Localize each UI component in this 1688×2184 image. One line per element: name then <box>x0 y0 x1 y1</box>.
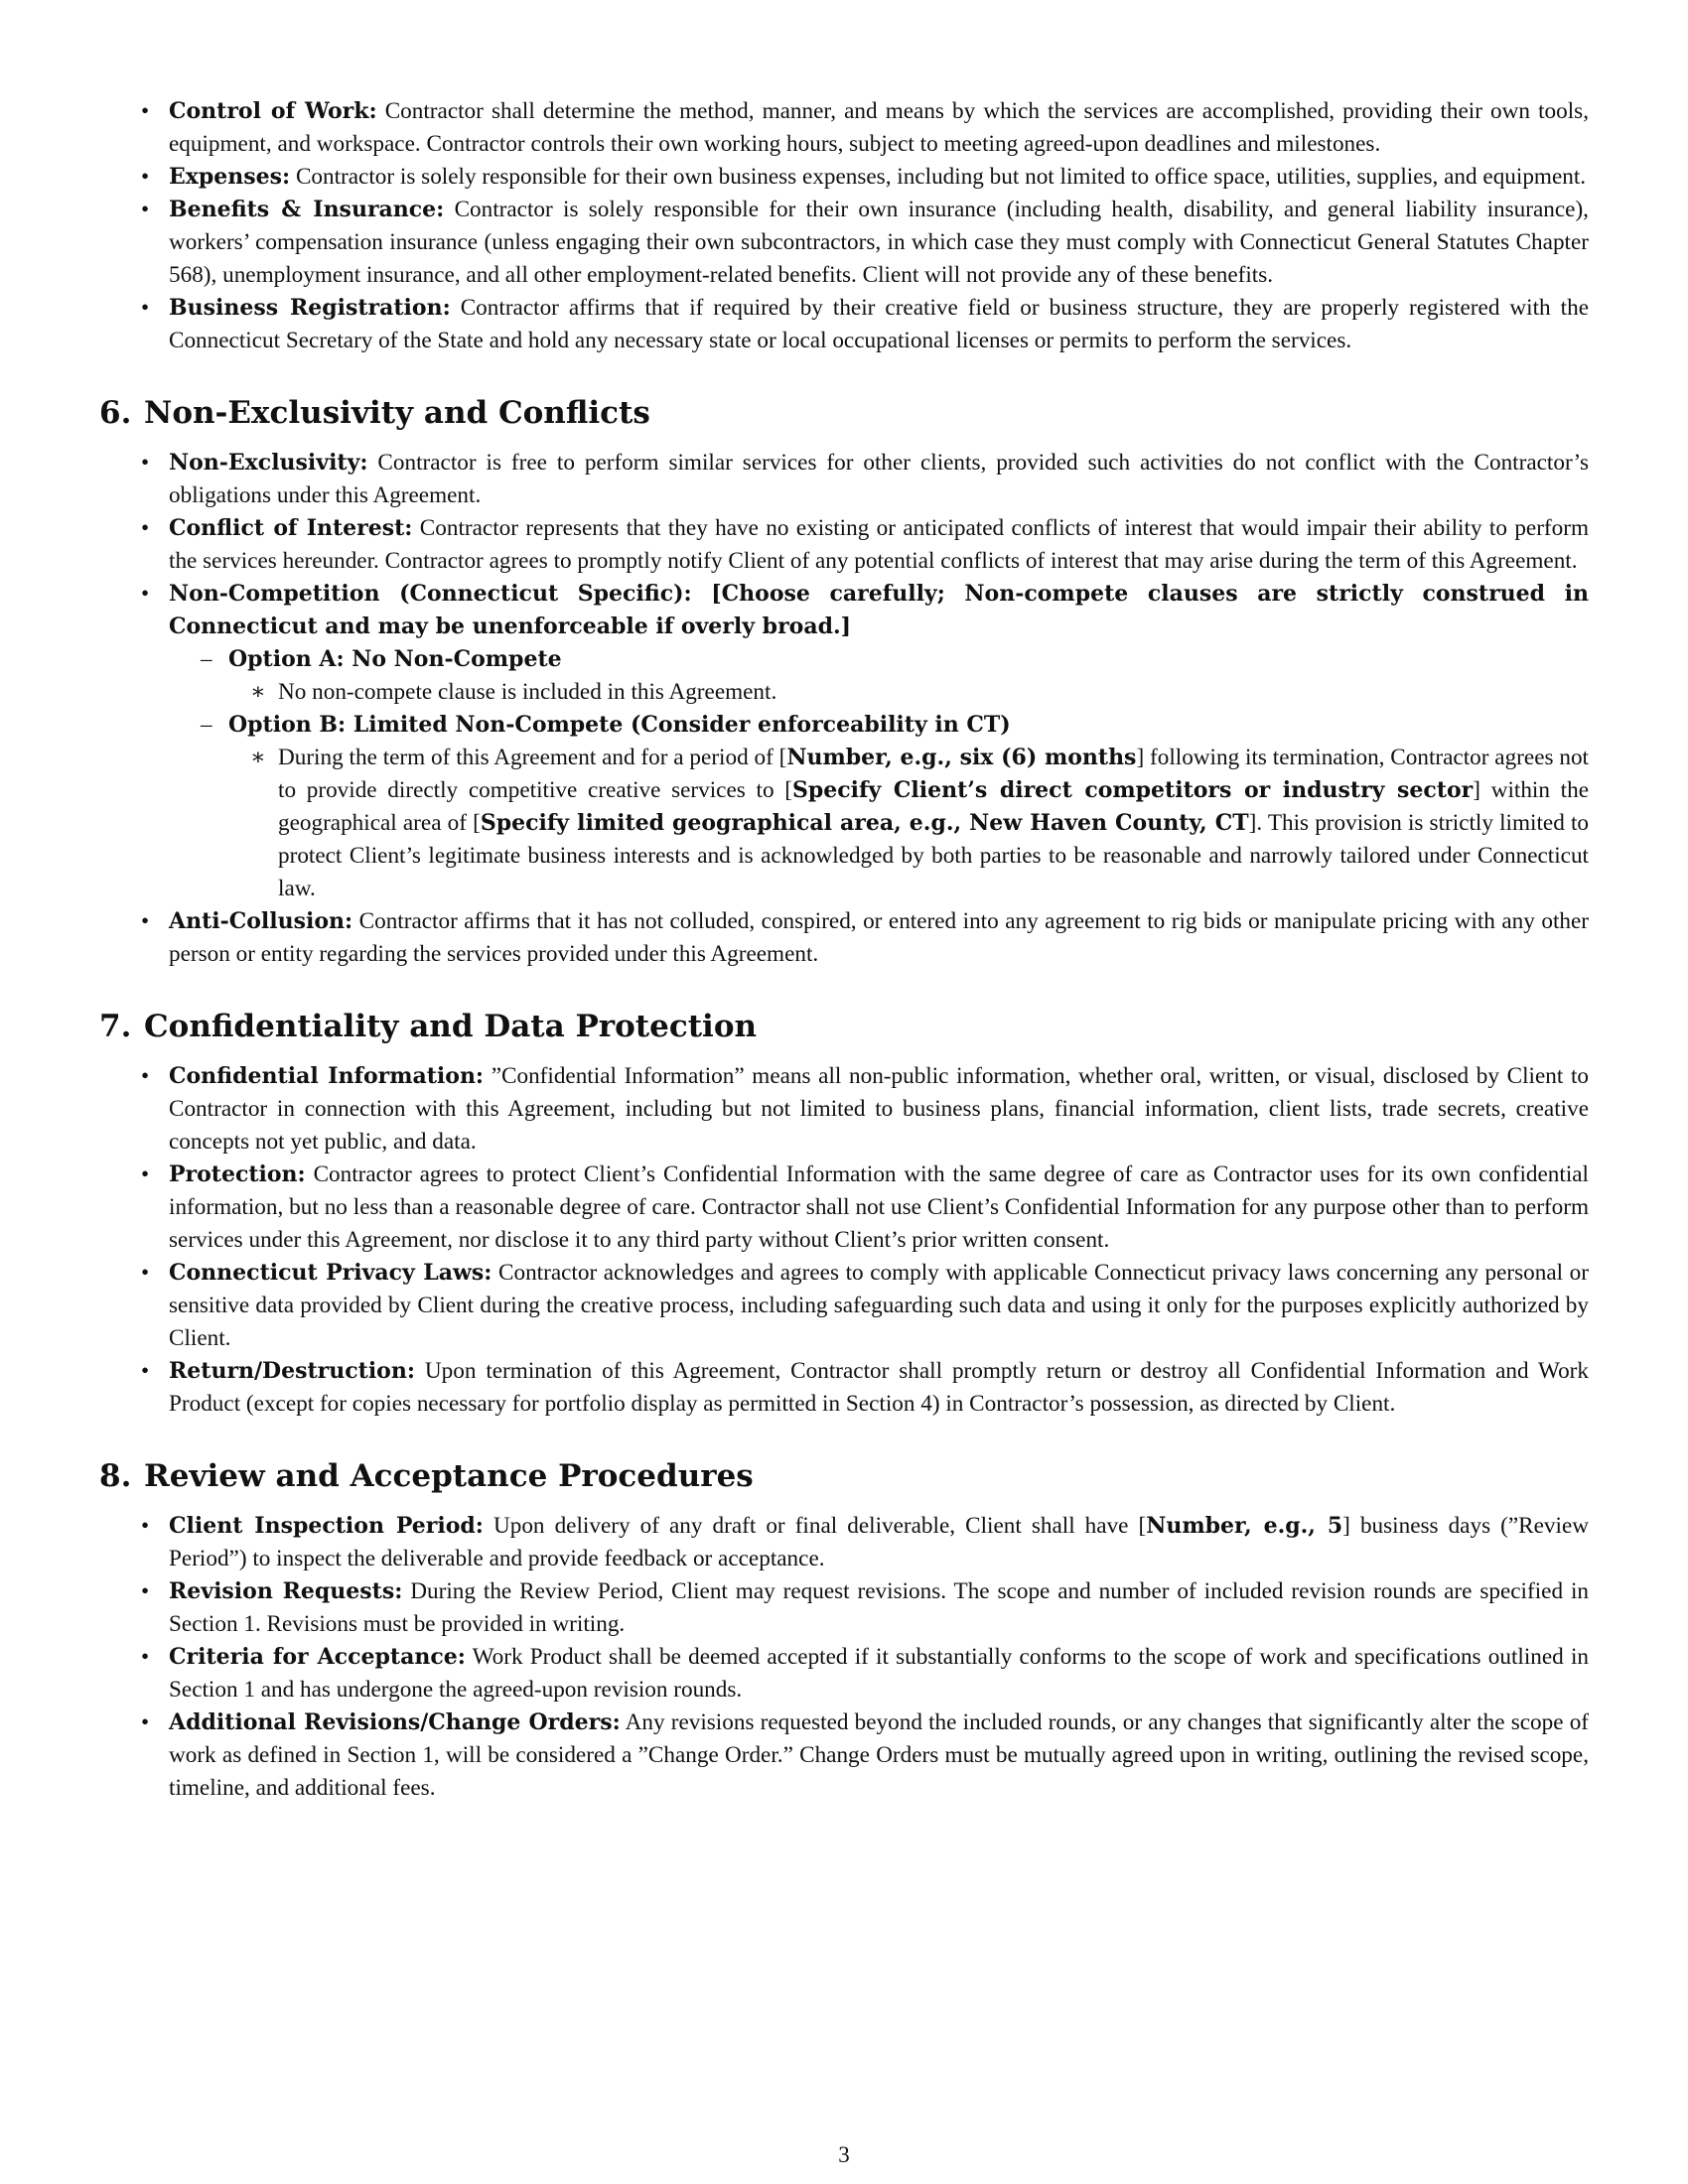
list-item-noncompete: • Non-Competition (Connecticut Specific): [Choose carefully; Non-compete clauses are strictly construed in Connecticut and may be unenforceable if overly broad.] – Option A: No Non-Compete ∗ No non-compete clause is included in this Agreement. – Option B: Limited Non-Compete (Consider enforceability in CT) ∗ During the term of this Agreement and for a period of [Number, e.g., six (6) months] following its termination, Contractor agrees not to provide directly competitive creative services to [Specify Client’s direct competitors or industry sector] within the geographical area of [Specify limited geographical area, e.g., New Haven County, CT]. This provision is strictly limited to protect Client’s legitimate business interests and is acknowledged by both parties to be reasonable and narrowly tailored under Connecticut law. <box>169 578 1589 905</box>
section7-list <box>99 1060 1589 1421</box>
list-item: • Protection: Contractor agrees to protect Client’s Confidential Information with the same degree of care as Contractor uses for its own confidential information, but no less than a reasonable degree of care. Contractor shall not use Client’s Confidential Information for any purpose other than to perform services under this Agreement, nor disclose it to any third party without Client’s prior written consent. <box>169 1159 1589 1257</box>
section-heading-7: 7. Confidentiality and Data Protection <box>99 1009 758 1044</box>
list-item: • Confidential Information: ”Confidential Information” means all non-public information, whether oral, written, or visual, disclosed by Client to Contractor in connection with this Agreement, including but not limited to business plans, financial information, client lists, trade secrets, creative concepts not yet public, and data. <box>169 1060 1589 1159</box>
list-item: • Expenses: Contractor is solely responsible for their own business expenses, including but not limited to office space, utilities, supplies, and equipment. <box>169 161 1589 194</box>
list-item: • Connecticut Privacy Laws: Contractor acknowledges and agrees to comply with applicable Connecticut privacy laws concerning any personal or sensitive data provided by Client during the creative process, including safeguarding such data and using it only for the purposes explicitly authorized by Client. <box>169 1257 1589 1355</box>
list-item: • Criteria for Acceptance: Work Product shall be deemed accepted if it substantially conforms to the scope of work and specifications outlined in Section 1 and has undergone the agreed-upon revision rounds. <box>169 1641 1589 1706</box>
list-item: • Business Registration: Contractor affirms that if required by their creative field or business structure, they are properly registered with the Connecticut Secretary of the State and hold any necessary state or local occupational licenses or permits to perform the services. <box>169 292 1589 357</box>
list-item: • Anti-Collusion: Contractor affirms that it has not colluded, conspired, or entered into any agreement to rig bids or manipulate pricing with any other person or entity regarding the services provided under this Agreement. <box>169 905 1589 971</box>
list-item: • Additional Revisions/Change Orders: Any revisions requested beyond the included rounds, or any changes that significantly alter the scope of work as defined in Section 1, will be considered a ”Change Order.” Change Orders must be mutually agreed upon in writing, outlining the revised scope, timeline, and additional fees. <box>169 1706 1589 1805</box>
option-b: – Option B: Limited Non-Compete (Consider enforceability in CT) ∗ During the term of this Agreement and for a period of [Number, e.g., six (6) months] following its termination, Contractor agrees not to provide directly competitive creative services to [Specify Client’s direct competitors or industry sector] within the geographical area of [Specify limited geographical area, e.g., New Haven County, CT]. This provision is strictly limited to protect Client’s legitimate business interests and is acknowledged by both parties to be reasonable and narrowly tailored under Connecticut law. <box>228 709 1589 905</box>
section8-list <box>99 1510 1589 1805</box>
option-b-text: ∗ During the term of this Agreement and for a period of [Number, e.g., six (6) months] following its termination, Contractor agrees not to provide directly competitive creative services to [Specify Client’s direct competitors or industry sector] within the geographical area of [Specify limited geographical area, e.g., New Haven County, CT]. This provision is strictly limited to protect Client’s legitimate business interests and is acknowledged by both parties to be reasonable and narrowly tailored under Connecticut law. <box>278 742 1589 905</box>
section-heading-8: 8. Review and Acceptance Procedures <box>99 1458 754 1494</box>
option-a-text: ∗ No non-compete clause is included in this Agreement. <box>278 676 1589 709</box>
list-item: • Revision Requests: During the Review Period, Client may request revisions. The scope and number of included revision rounds are specified in Section 1. Revisions must be provided in writing. <box>169 1575 1589 1641</box>
list-item: • Control of Work: Contractor shall determine the method, manner, and means by which the services are accomplished, providing their own tools, equipment, and workspace. Contractor controls their own working hours, subject to meeting agreed-upon deadlines and milestones. <box>169 95 1589 161</box>
section-heading-6: 6. Non-Exclusivity and Conflicts <box>99 395 650 431</box>
option-a: – Option A: No Non-Compete ∗ No non-compete clause is included in this Agreement. <box>228 643 1589 709</box>
section5-continued-list <box>99 95 1589 357</box>
list-item: • Conflict of Interest: Contractor represents that they have no existing or anticipated conflicts of interest that would impair their ability to perform the services hereunder. Contractor agrees to promptly notify Client of any potential conflicts of interest that may arise during the term of this Agreement. <box>169 512 1589 578</box>
list-item: • Return/Destruction: Upon termination of this Agreement, Contractor shall promptly return or destroy all Confidential Information and Work Product (except for copies necessary for portfolio display as permitted in Section 4) in Contractor’s possession, as directed by Client. <box>169 1355 1589 1421</box>
list-item: • Non-Exclusivity: Contractor is free to perform similar services for other clients, provided such activities do not conflict with the Contractor’s obligations under this Agreement. <box>169 447 1589 512</box>
page-number: 3 <box>838 2142 850 2167</box>
noncompete-options <box>169 643 1589 905</box>
section6-list <box>99 447 1589 971</box>
list-item: • Client Inspection Period: Upon delivery of any draft or final deliverable, Client shall have [Number, e.g., 5] business days (”Review Period”) to inspect the deliverable and provide feedback or acceptance. <box>169 1510 1589 1575</box>
list-item: • Benefits & Insurance: Contractor is solely responsible for their own insurance (including health, disability, and general liability insurance), workers’ compensation insurance (unless engaging their own subcontractors, in which case they must comply with Connecticut General Statutes Chapter 568), unemployment insurance, and all other employment-related benefits. Client will not provide any of these benefits. <box>169 194 1589 292</box>
document-page <box>99 95 1589 1805</box>
